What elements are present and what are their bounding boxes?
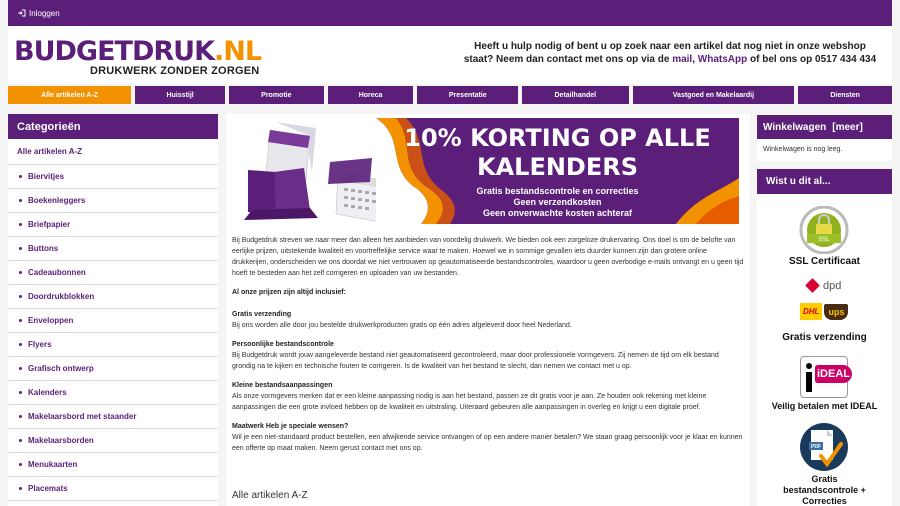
bullet-icon xyxy=(19,175,22,178)
dhl-ups-logos xyxy=(800,303,848,320)
calendar-illustration xyxy=(234,122,384,226)
bullet-icon xyxy=(19,343,22,346)
category-sidebar xyxy=(8,114,218,506)
banner-title: 10% KORTING OP ALLE KALENDERS xyxy=(404,124,711,181)
bullet-icon xyxy=(19,439,22,442)
section-title: Alle artikelen A-Z xyxy=(232,490,308,501)
nav-horeca[interactable]: Horeca xyxy=(328,86,414,104)
pdf-check-icon xyxy=(797,422,851,472)
cart-more-link[interactable]: [meer] xyxy=(832,121,863,133)
bullet-icon xyxy=(19,223,22,226)
nav-all-articles[interactable]: Alle artikelen A-Z xyxy=(8,86,131,104)
banner-subtitle: Gratis bestandscontrole en correcties Geen verzendkosten Geen onverwachte kosten achteraf xyxy=(476,186,639,218)
ideal-logo: iDEAL xyxy=(800,356,848,398)
login-label[interactable]: Inloggen xyxy=(29,8,60,18)
bullet-icon xyxy=(19,391,22,394)
nav-huisstijl[interactable]: Huisstijl xyxy=(135,86,225,104)
sidebar-item[interactable]: Buttons xyxy=(8,237,218,261)
login-link[interactable] xyxy=(18,9,60,18)
shipping-label: Gratis verzending xyxy=(782,332,867,343)
cart-header xyxy=(757,115,892,139)
ideal-label: Veilig betalen met IDEAL xyxy=(771,401,878,411)
prices-heading: Al onze prijzen zijn altijd inclusief: xyxy=(232,289,346,296)
bullet-icon xyxy=(19,367,22,370)
cart-title: Winkelwagen xyxy=(763,121,827,133)
sidebar-item[interactable]: Placemats xyxy=(8,477,218,501)
site-logo[interactable] xyxy=(14,38,261,77)
sidebar-item[interactable]: Enveloppen xyxy=(8,309,218,333)
nav-diensten[interactable]: Diensten xyxy=(798,86,892,104)
login-icon xyxy=(18,9,26,17)
promo-banner[interactable] xyxy=(234,118,739,224)
bullet-icon xyxy=(19,319,22,322)
dpd-cube-icon xyxy=(805,278,820,293)
sidebar-item[interactable]: Boekenleggers xyxy=(8,189,218,213)
cart-empty-text: Winkelwagen is nog leeg. xyxy=(763,146,843,153)
intro-paragraph: Bij Budgetdruk streven we naar meer dan alleen het aanbieden van voordelig drukwerk. We bieden ook een zorgeloze drukervaring. Ons doel is om de belofte van eerlijke prijzen, uitstekende kwaliteit en voortreffelijke service waar te maken. Hoewel we in sommige gevallen iets duurder kunnen zijn dan grotere online drukkerijen, onderscheiden we ons doordat we niet vertrouwen op geautomatiseerde bestandscontroles, waardoor u geen overbodige e-mails ontvangt en u geen tijd hoeft te besteden aan het zelf corrigeren en uploaden van uw bestanden. xyxy=(232,237,744,277)
bullet-icon xyxy=(19,487,22,490)
info-title: Wist u dit al... xyxy=(757,169,892,194)
check-label: Gratis bestandscontrole + Correcties xyxy=(783,474,866,506)
ups-logo: ups xyxy=(824,304,848,320)
nav-vastgoed[interactable]: Vastgoed en Makelaardij xyxy=(633,86,795,104)
bullet-icon xyxy=(19,199,22,202)
sidebar-item[interactable]: Makelaarsbord met staander xyxy=(8,405,218,429)
sidebar-item[interactable]: Biervitjes xyxy=(8,165,218,189)
info-widget xyxy=(757,169,892,506)
sidebar-item[interactable]: Kalenders xyxy=(8,381,218,405)
nav-presentatie[interactable]: Presentatie xyxy=(417,86,518,104)
cart-widget xyxy=(757,115,892,161)
custom-block: Maatwerk Heb je speciale wensen? Wil je een niet-standaard product bestellen, een afwijkende service ontvangen of op een andere manier betalen? We staan graag persoonlijk voor je klaar en kunnen een offerte op maat maken. Neem gerust contact met ons op. xyxy=(232,423,743,452)
sidebar-item[interactable]: Cadeaubonnen xyxy=(8,261,218,285)
sidebar-item[interactable]: Flyers xyxy=(8,333,218,357)
logo-wordmark: BUDGETDRUK.NL xyxy=(14,36,262,67)
bullet-icon xyxy=(19,271,22,274)
intro-text xyxy=(232,235,744,462)
bullet-icon xyxy=(19,295,22,298)
site-header xyxy=(8,26,892,84)
dhl-logo: DHL xyxy=(800,303,822,320)
ideal-dot-icon xyxy=(806,363,812,369)
check-block: Persoonlijke bestandscontrole Bij Budgetdruk wordt jouw aangeleverde bestand niet geautomatiseerd gecontroleerd, maar door professionele vormgevers. Zij nemen de tijd om elk bestand grondig na te kijken en technische fouten te corrigeren. Is de kwaliteit van het bestand te slecht, dan nemen we contact met u op. xyxy=(232,341,719,370)
sidebar-item-all[interactable]: Alle artikelen A-Z xyxy=(8,139,218,165)
bullet-icon xyxy=(19,415,22,418)
sidebar-title: Categorieën xyxy=(8,114,218,139)
nav-promotie[interactable]: Promotie xyxy=(229,86,324,104)
sidebar-item[interactable]: Grafisch ontwerp xyxy=(8,357,218,381)
svg-text:SSL: SSL xyxy=(818,237,830,243)
top-bar xyxy=(8,0,892,26)
logo-tagline: DRUKWERK ZONDER ZORGEN xyxy=(90,65,260,77)
ssl-label: SSL Certificaat xyxy=(789,256,860,267)
dpd-logo: dpd xyxy=(806,279,841,292)
sidebar-item[interactable]: Doordrukblokken xyxy=(8,285,218,309)
bullet-icon xyxy=(19,463,22,466)
nav-detailhandel[interactable]: Detailhandel xyxy=(522,86,629,104)
shipping-block: Gratis verzending Bij ons worden alle door jou bestelde drukwerkproducten gratis op één adres afgeleverd door heel Nederland. xyxy=(232,311,572,329)
ssl-badge-icon xyxy=(797,206,851,254)
sidebar-item[interactable]: Makelaarsborden xyxy=(8,429,218,453)
bullet-icon xyxy=(19,247,22,250)
main-content xyxy=(226,114,750,506)
small-adjustments-block: Kleine bestandsaanpassingen Als onze vormgevers merken dat er een kleine aanpassing nodig is aan het bestand, passen ze dit gratis voor je aan. Ze houden ook rekening met kleine aanpassingen die een grote invloed hebben op de kwaliteit en uitstraling. Uiteraard gebeuren alle aanpassingen in overleg en krijgt u een digitale proef. xyxy=(232,382,707,411)
mail-link[interactable]: mail xyxy=(672,54,693,65)
sidebar-item[interactable]: Menukaarten xyxy=(8,453,218,477)
sidebar-item[interactable]: Briefpapier xyxy=(8,213,218,237)
main-nav xyxy=(8,86,892,104)
whatsapp-link[interactable]: WhatsApp xyxy=(697,54,748,65)
svg-text:PDF: PDF xyxy=(811,444,821,450)
help-text: Heeft u hulp nodig of bent u op zoek naar een artikel dat nog niet in onze webshop staat? Neem dan contact met ons op via de mail, WhatsApp of bel ons op 0517 434 434 xyxy=(463,41,877,65)
